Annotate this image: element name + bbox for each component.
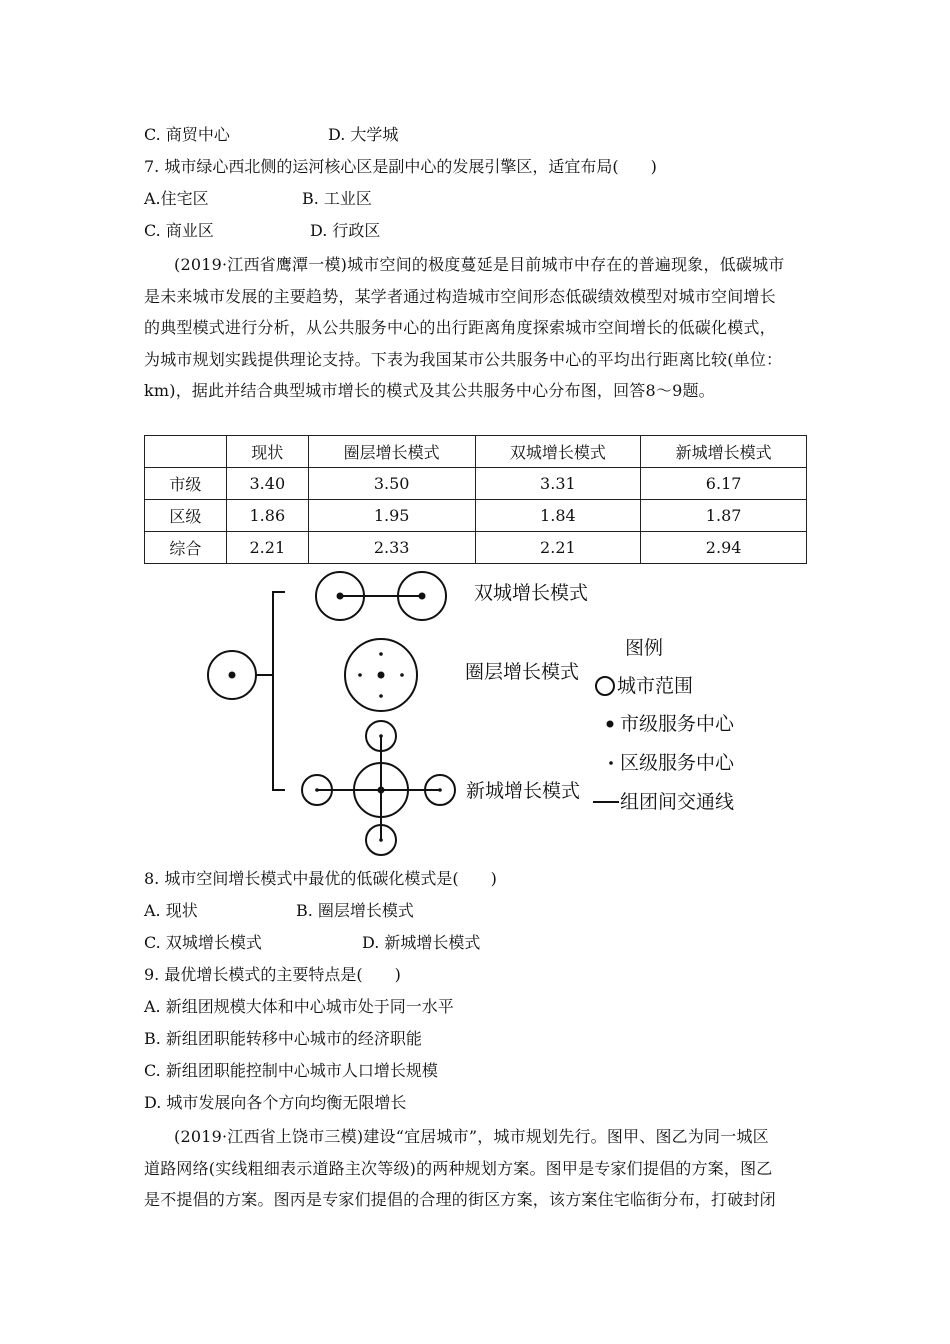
legend-city-center: 市级服务中心: [620, 713, 735, 735]
table-cell: 综合: [145, 532, 227, 564]
city-center-dot: [419, 593, 426, 600]
growth-bracket: [273, 592, 285, 790]
legend-district-center: 区级服务中心: [620, 752, 735, 774]
city-center-dot: [378, 787, 385, 794]
table-cell: 2.21: [475, 532, 641, 564]
q7-option-c: C. 商业区: [144, 221, 214, 240]
district-center-dot: [358, 673, 362, 677]
table-row: [145, 532, 807, 564]
intro2-line-3: 是不提倡的方案。图丙是专家们提倡的合理的街区方案，该方案住宅临街分布，打破封闭: [144, 1190, 776, 1209]
table-row: [145, 500, 807, 532]
q6-option-d: D. 大学城: [328, 125, 399, 144]
district-center-dot: [379, 838, 383, 842]
city-center-dot: [337, 593, 344, 600]
q7-option-b: B. 工业区: [302, 189, 372, 208]
table-header-cell: [145, 436, 227, 468]
label-ring-growth: 圈层增长模式: [465, 661, 580, 683]
intro1-line-2: 是未来城市发展的主要趋势，某学者通过构造城市空间形态低碳绩效模型对城市空间增长: [144, 287, 776, 306]
q9-option-c: C. 新组团职能控制中心城市人口增长规模: [144, 1061, 438, 1080]
table-row: [145, 468, 807, 500]
q7-option-d: D. 行政区: [310, 221, 381, 240]
table-cell: 3.50: [308, 468, 475, 500]
intro1-line-4: 为城市规划实践提供理论支持。下表为我国某市公共服务中心的平均出行距离比较(单位：: [144, 350, 783, 369]
q9-stem: 9. 最优增长模式的主要特点是( ): [144, 965, 401, 984]
intro1-line-1: (2019·江西省鹰潭一模)城市空间的极度蔓延是目前城市中存在的普遍现象，低碳城市: [174, 255, 785, 274]
table-header-cell: 新城增长模式: [641, 436, 807, 468]
q8-stem: 8. 城市空间增长模式中最优的低碳化模式是( ): [144, 869, 497, 888]
intro1-line-3: 的典型模式进行分析，从公共服务中心的出行距离角度探索城市空间增长的低碳化模式，: [144, 318, 776, 337]
district-center-dot: [315, 788, 319, 792]
table-cell: 2.33: [308, 532, 475, 564]
legend-title: 图例: [625, 637, 664, 659]
q8-option-c: C. 双城增长模式: [144, 933, 262, 952]
district-center-dot: [379, 734, 383, 738]
intro2-line-2: 道路网络(实线粗细表示道路主次等级)的两种规划方案。图甲是专家们提倡的方案，图乙: [144, 1159, 773, 1178]
district-center-dot: [400, 673, 404, 677]
table-cell: 1.84: [475, 500, 641, 532]
legend-city-range-icon: [596, 677, 614, 695]
table-cell: 3.31: [475, 468, 641, 500]
table-header-cell: 现状: [226, 436, 308, 468]
district-center-dot: [438, 788, 442, 792]
q9-option-b: B. 新组团职能转移中心城市的经济职能: [144, 1029, 422, 1048]
table-header-cell: 双城增长模式: [475, 436, 641, 468]
table-cell: 区级: [145, 500, 227, 532]
legend-city-range: 城市范围: [617, 675, 694, 697]
table-cell: 2.21: [226, 532, 308, 564]
table-header-cell: 圈层增长模式: [308, 436, 475, 468]
district-center-dot: [379, 652, 383, 656]
legend-city-center-icon: [607, 721, 614, 728]
intro2-line-1: (2019·江西省上饶市三模)建设“宜居城市”，城市规划先行。图甲、图乙为同一城区: [174, 1127, 769, 1146]
q7-stem: 7. 城市绿心西北侧的运河核心区是副中心的发展引擎区，适宜布局( ): [144, 157, 657, 176]
table-header-row: [145, 436, 807, 468]
table-cell: 3.40: [226, 468, 308, 500]
growth-mode-diagram: [195, 568, 775, 860]
q9-option-a: A. 新组团规模大体和中心城市处于同一水平: [144, 997, 454, 1016]
q8-option-a: A. 现状: [144, 901, 198, 920]
q8-option-d: D. 新城增长模式: [362, 933, 481, 952]
legend-district-center-icon: [609, 761, 613, 765]
city-center-dot: [229, 672, 236, 679]
q8-option-b: B. 圈层增长模式: [296, 901, 414, 920]
travel-distance-table: [144, 435, 807, 564]
table-cell: 市级: [145, 468, 227, 500]
table-cell: 6.17: [641, 468, 807, 500]
q6-option-c: C. 商贸中心: [144, 125, 230, 144]
q9-option-d: D. 城市发展向各个方向均衡无限增长: [144, 1093, 407, 1112]
q7-option-a: A.住宅区: [144, 189, 209, 208]
legend-transport: 组团间交通线: [620, 791, 735, 813]
city-center-dot: [378, 672, 385, 679]
label-new-city: 新城增长模式: [466, 780, 581, 802]
district-center-dot: [379, 694, 383, 698]
table-cell: 1.86: [226, 500, 308, 532]
intro1-line-5: km)，据此并结合典型城市增长的模式及其公共服务中心分布图，回答8～9题。: [144, 381, 715, 400]
table-cell: 1.87: [641, 500, 807, 532]
table-cell: 1.95: [308, 500, 475, 532]
label-twin-city: 双城增长模式: [474, 582, 589, 604]
table-cell: 2.94: [641, 532, 807, 564]
